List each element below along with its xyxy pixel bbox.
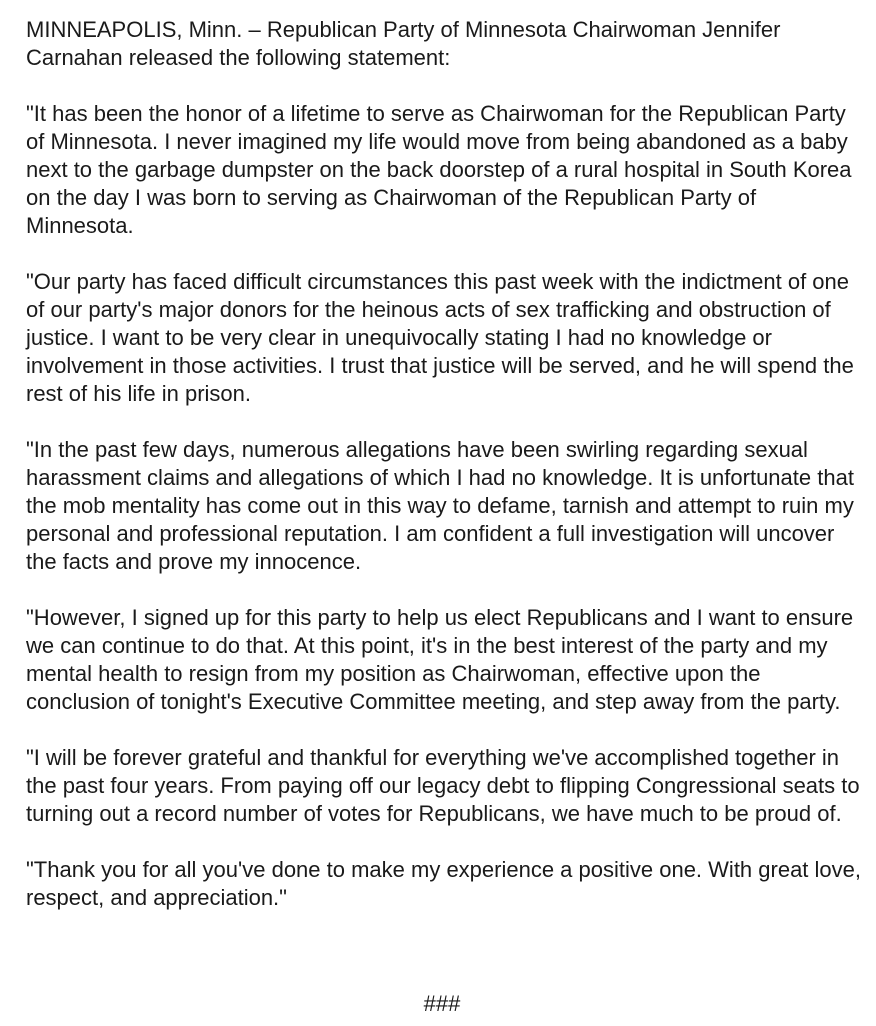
press-release-body (26, 16, 866, 912)
statement-paragraph-closing: "Thank you for all you've done to make my experience a positive one. With great love, respect, and appreciation." (26, 857, 862, 910)
statement-paragraph-gratitude: "I will be forever grateful and thankful for everything we've accomplished together in the past four years. From paying off our legacy debt to flipping Congressional seats to turning out a record number of votes for Republicans, we have much to be proud of. (26, 745, 860, 826)
end-of-release-mark: ### (423, 991, 461, 1016)
statement-paragraph-resignation: "However, I signed up for this party to help us elect Republicans and I want to ensure we can continue to do that. At this point, it's in the best interest of the party and my mental health to resign from my position as Chairwoman, effective upon the conclusion of tonight's Executive Committee meeting, and step away from the party. (26, 605, 854, 714)
statement-paragraph-allegations: "In the past few days, numerous allegations have been swirling regarding sexual harassment claims and allegations of which I had no knowledge. It is unfortunate that the mob mentality has come out in this way to defame, tarnish and attempt to ruin my personal and professional reputation. I am confident a full investigation will uncover the facts and prove my innocence. (26, 437, 854, 574)
statement-paragraph-indictment: "Our party has faced difficult circumstances this past week with the indictment of one of our party's major donors for the heinous acts of sex trafficking and obstruction of justice. I want to be very clear in unequivocally stating I had no knowledge or involvement in those activities. I trust that justice will be served, and he will spend the rest of his life in prison. (26, 269, 854, 406)
dateline-paragraph: MINNEAPOLIS, Minn. – Republican Party of Minnesota Chairwoman Jennifer Carnahan released the following statement: (26, 17, 781, 70)
statement-paragraph-honor: "It has been the honor of a lifetime to serve as Chairwoman for the Republican Party of Minnesota. I never imagined my life would move from being abandoned as a baby next to the garbage dumpster on the back doorstep of a rural hospital in South Korea on the day I was born to serving as Chairwoman of the Republican Party of Minnesota. (26, 101, 852, 238)
